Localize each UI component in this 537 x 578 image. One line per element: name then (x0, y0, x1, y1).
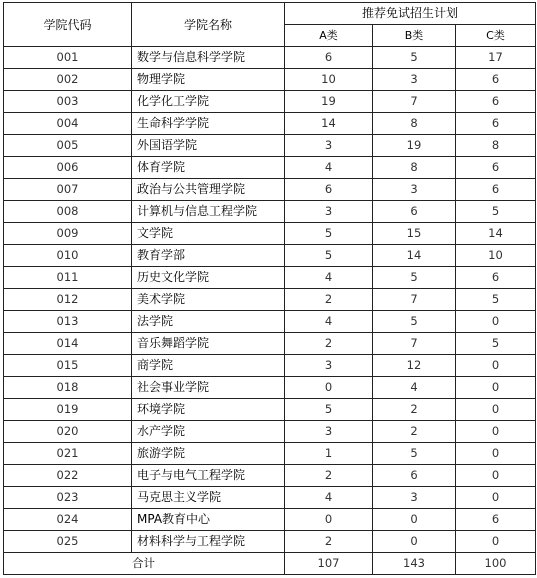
quota-a-cell: 5 (285, 399, 373, 421)
college-name-cell: 外国语学院 (132, 135, 285, 157)
quota-a-cell: 2 (285, 333, 373, 355)
table-row (4, 311, 536, 333)
table-row (4, 179, 536, 201)
quota-a-cell: 2 (285, 531, 373, 553)
quota-b-cell: 4 (373, 377, 456, 399)
table-row (4, 377, 536, 399)
quota-c-cell: 0 (456, 399, 536, 421)
quota-c-cell: 6 (456, 69, 536, 91)
table-row (4, 69, 536, 91)
total-label: 合计 (4, 553, 285, 575)
quota-c-cell: 10 (456, 245, 536, 267)
quota-c-cell: 0 (456, 421, 536, 443)
quota-a-cell: 1 (285, 443, 373, 465)
header-col-b: B类 (373, 25, 456, 47)
quota-b-cell: 6 (373, 465, 456, 487)
quota-a-cell: 3 (285, 201, 373, 223)
quota-a-cell: 2 (285, 465, 373, 487)
quota-a-cell: 4 (285, 311, 373, 333)
quota-c-cell: 8 (456, 135, 536, 157)
table-row (4, 421, 536, 443)
quota-c-cell: 0 (456, 355, 536, 377)
college-name-cell: 社会事业学院 (132, 377, 285, 399)
college-name-cell: 材料科学与工程学院 (132, 531, 285, 553)
college-code-cell: 009 (4, 223, 132, 245)
table-row (4, 487, 536, 509)
quota-c-cell: 0 (456, 377, 536, 399)
quota-b-cell: 19 (373, 135, 456, 157)
college-name-cell: 计算机与信息工程学院 (132, 201, 285, 223)
college-name-cell: 水产学院 (132, 421, 285, 443)
quota-a-cell: 2 (285, 289, 373, 311)
header-col-a: A类 (285, 25, 373, 47)
college-name-cell: 体育学院 (132, 157, 285, 179)
table-row (4, 333, 536, 355)
quota-c-cell: 6 (456, 509, 536, 531)
quota-a-cell: 6 (285, 179, 373, 201)
quota-b-cell: 3 (373, 487, 456, 509)
college-code-cell: 008 (4, 201, 132, 223)
header-college-name: 学院名称 (132, 3, 285, 47)
table-row (4, 509, 536, 531)
college-code-cell: 014 (4, 333, 132, 355)
quota-a-cell: 5 (285, 245, 373, 267)
table-row (4, 135, 536, 157)
college-name-cell: 政治与公共管理学院 (132, 179, 285, 201)
total-row (4, 553, 536, 575)
quota-b-cell: 5 (373, 311, 456, 333)
quota-a-cell: 5 (285, 223, 373, 245)
college-code-cell: 001 (4, 47, 132, 69)
quota-a-cell: 4 (285, 157, 373, 179)
college-code-cell: 025 (4, 531, 132, 553)
table-row (4, 223, 536, 245)
quota-b-cell: 0 (373, 531, 456, 553)
table-row (4, 201, 536, 223)
table-row (4, 47, 536, 69)
quota-c-cell: 5 (456, 289, 536, 311)
college-code-cell: 019 (4, 399, 132, 421)
table-row (4, 267, 536, 289)
quota-c-cell: 5 (456, 201, 536, 223)
college-name-cell: 物理学院 (132, 69, 285, 91)
quota-b-cell: 2 (373, 421, 456, 443)
quota-b-cell: 5 (373, 443, 456, 465)
table-row (4, 399, 536, 421)
quota-c-cell: 0 (456, 531, 536, 553)
admission-plan-table (3, 2, 536, 575)
college-name-cell: 马克思主义学院 (132, 487, 285, 509)
quota-a-cell: 10 (285, 69, 373, 91)
quota-b-cell: 7 (373, 333, 456, 355)
college-code-cell: 005 (4, 135, 132, 157)
quota-a-cell: 0 (285, 509, 373, 531)
college-code-cell: 002 (4, 69, 132, 91)
quota-b-cell: 7 (373, 289, 456, 311)
quota-c-cell: 5 (456, 333, 536, 355)
college-name-cell: 化学化工学院 (132, 91, 285, 113)
college-name-cell: MPA教育中心 (132, 509, 285, 531)
quota-a-cell: 3 (285, 355, 373, 377)
total-a-cell: 107 (285, 553, 373, 575)
quota-b-cell: 0 (373, 509, 456, 531)
quota-b-cell: 14 (373, 245, 456, 267)
quota-c-cell: 0 (456, 465, 536, 487)
college-name-cell: 教育学部 (132, 245, 285, 267)
college-code-cell: 015 (4, 355, 132, 377)
quota-c-cell: 0 (456, 487, 536, 509)
quota-b-cell: 7 (373, 91, 456, 113)
quota-c-cell: 6 (456, 113, 536, 135)
quota-a-cell: 14 (285, 113, 373, 135)
table-row (4, 355, 536, 377)
total-c-cell: 100 (456, 553, 536, 575)
quota-b-cell: 2 (373, 399, 456, 421)
quota-b-cell: 5 (373, 47, 456, 69)
table-row (4, 443, 536, 465)
college-code-cell: 024 (4, 509, 132, 531)
quota-a-cell: 0 (285, 377, 373, 399)
table-row (4, 157, 536, 179)
quota-b-cell: 6 (373, 201, 456, 223)
quota-c-cell: 6 (456, 179, 536, 201)
quota-b-cell: 8 (373, 113, 456, 135)
quota-a-cell: 4 (285, 267, 373, 289)
college-name-cell: 法学院 (132, 311, 285, 333)
college-code-cell: 022 (4, 465, 132, 487)
college-name-cell: 旅游学院 (132, 443, 285, 465)
college-name-cell: 商学院 (132, 355, 285, 377)
table-row (4, 465, 536, 487)
college-code-cell: 004 (4, 113, 132, 135)
quota-c-cell: 6 (456, 267, 536, 289)
college-name-cell: 音乐舞蹈学院 (132, 333, 285, 355)
quota-c-cell: 14 (456, 223, 536, 245)
quota-b-cell: 5 (373, 267, 456, 289)
header-col-c: C类 (456, 25, 536, 47)
college-code-cell: 003 (4, 91, 132, 113)
table-row (4, 245, 536, 267)
quota-c-cell: 0 (456, 443, 536, 465)
total-b-cell: 143 (373, 553, 456, 575)
quota-a-cell: 4 (285, 487, 373, 509)
quota-c-cell: 6 (456, 157, 536, 179)
quota-a-cell: 3 (285, 135, 373, 157)
college-name-cell: 生命科学学院 (132, 113, 285, 135)
quota-a-cell: 6 (285, 47, 373, 69)
college-code-cell: 023 (4, 487, 132, 509)
quota-b-cell: 12 (373, 355, 456, 377)
college-code-cell: 012 (4, 289, 132, 311)
table-row (4, 289, 536, 311)
table-row (4, 113, 536, 135)
college-code-cell: 021 (4, 443, 132, 465)
table-row (4, 531, 536, 553)
college-name-cell: 数学与信息科学学院 (132, 47, 285, 69)
quota-c-cell: 17 (456, 47, 536, 69)
header-row (4, 3, 536, 25)
quota-c-cell: 6 (456, 91, 536, 113)
quota-b-cell: 3 (373, 69, 456, 91)
quota-b-cell: 3 (373, 179, 456, 201)
college-code-cell: 020 (4, 421, 132, 443)
quota-c-cell: 0 (456, 311, 536, 333)
quota-a-cell: 19 (285, 91, 373, 113)
college-name-cell: 历史文化学院 (132, 267, 285, 289)
college-name-cell: 环境学院 (132, 399, 285, 421)
college-name-cell: 文学院 (132, 223, 285, 245)
college-code-cell: 007 (4, 179, 132, 201)
college-name-cell: 美术学院 (132, 289, 285, 311)
quota-a-cell: 3 (285, 421, 373, 443)
quota-b-cell: 8 (373, 157, 456, 179)
college-code-cell: 010 (4, 245, 132, 267)
college-code-cell: 011 (4, 267, 132, 289)
college-code-cell: 013 (4, 311, 132, 333)
header-college-code: 学院代码 (4, 3, 132, 47)
quota-b-cell: 15 (373, 223, 456, 245)
college-code-cell: 006 (4, 157, 132, 179)
college-code-cell: 018 (4, 377, 132, 399)
table-row (4, 91, 536, 113)
college-name-cell: 电子与电气工程学院 (132, 465, 285, 487)
header-recommend-plan: 推荐免试招生计划 (285, 3, 536, 25)
